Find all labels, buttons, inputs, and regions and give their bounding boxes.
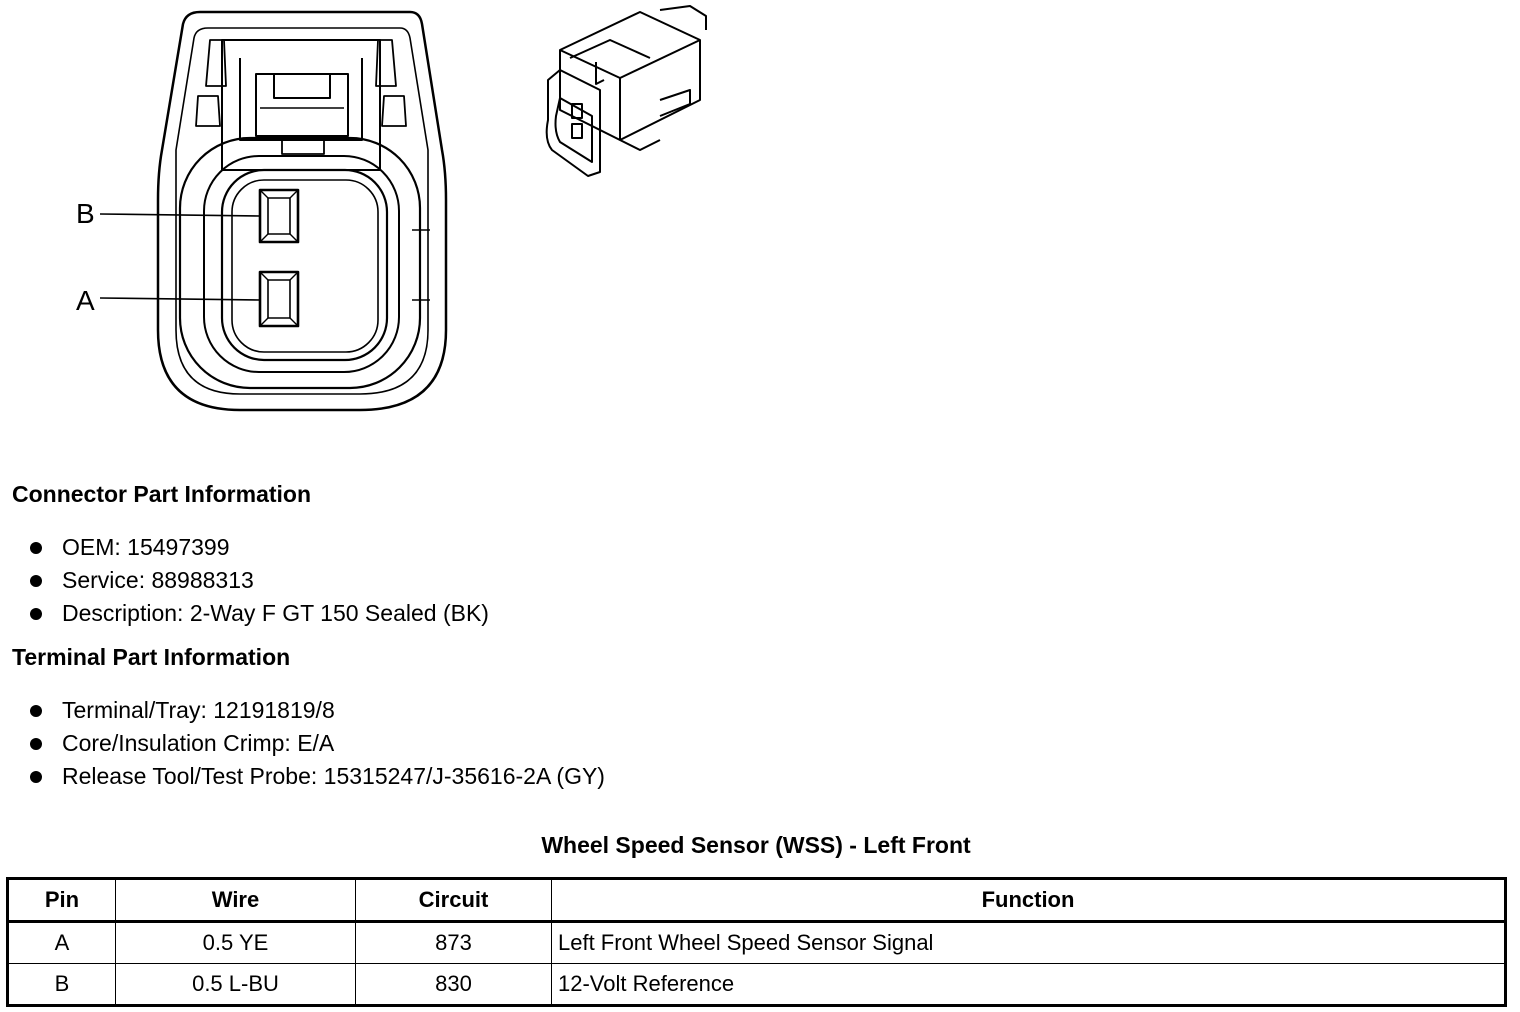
table-row <box>8 964 1506 1006</box>
list-item <box>24 694 605 727</box>
list-item <box>24 760 605 793</box>
bullet-icon <box>30 738 42 750</box>
bullet-icon <box>30 575 42 587</box>
cell-wire: 0.5 L-BU <box>116 964 356 1006</box>
list-item <box>24 531 489 564</box>
list-item-text: OEM: 15497399 <box>62 534 230 560</box>
pinout-table <box>6 877 1507 1007</box>
terminal-part-info-list <box>24 694 605 793</box>
list-item <box>24 564 489 597</box>
list-item <box>24 727 605 760</box>
cell-function: Left Front Wheel Speed Sensor Signal <box>552 922 1506 964</box>
cell-circuit: 830 <box>356 964 552 1006</box>
table-row <box>8 922 1506 964</box>
list-item-text: Service: 88988313 <box>62 567 254 593</box>
bullet-icon <box>30 542 42 554</box>
connector-face-drawing <box>60 0 480 420</box>
list-item-text: Terminal/Tray: 12191819/8 <box>62 697 335 723</box>
table-header-row <box>8 879 1506 922</box>
column-header-function: Function <box>552 879 1506 922</box>
connector-part-info-list <box>24 531 489 630</box>
table-title: Wheel Speed Sensor (WSS) - Left Front <box>541 832 971 858</box>
bullet-icon <box>30 705 42 717</box>
pin-label-a: A <box>76 285 95 316</box>
list-item-text: Core/Insulation Crimp: E/A <box>62 730 335 756</box>
cell-wire: 0.5 YE <box>116 922 356 964</box>
cell-circuit: 873 <box>356 922 552 964</box>
list-item <box>24 597 489 630</box>
cell-function: 12-Volt Reference <box>552 964 1506 1006</box>
list-item-text: Description: 2-Way F GT 150 Sealed (BK) <box>62 600 489 626</box>
column-header-pin: Pin <box>8 879 116 922</box>
cell-pin: A <box>8 922 116 964</box>
bullet-icon <box>30 771 42 783</box>
pin-label-b: B <box>76 198 95 229</box>
bullet-icon <box>30 608 42 620</box>
terminal-part-info-heading: Terminal Part Information <box>12 644 291 670</box>
connector-part-info-heading: Connector Part Information <box>12 481 312 507</box>
connector-isometric-drawing <box>540 0 730 190</box>
cell-pin: B <box>8 964 116 1006</box>
list-item-text: Release Tool/Test Probe: 15315247/J-35616-2A (GY) <box>62 763 605 789</box>
column-header-circuit: Circuit <box>356 879 552 922</box>
column-header-wire: Wire <box>116 879 356 922</box>
